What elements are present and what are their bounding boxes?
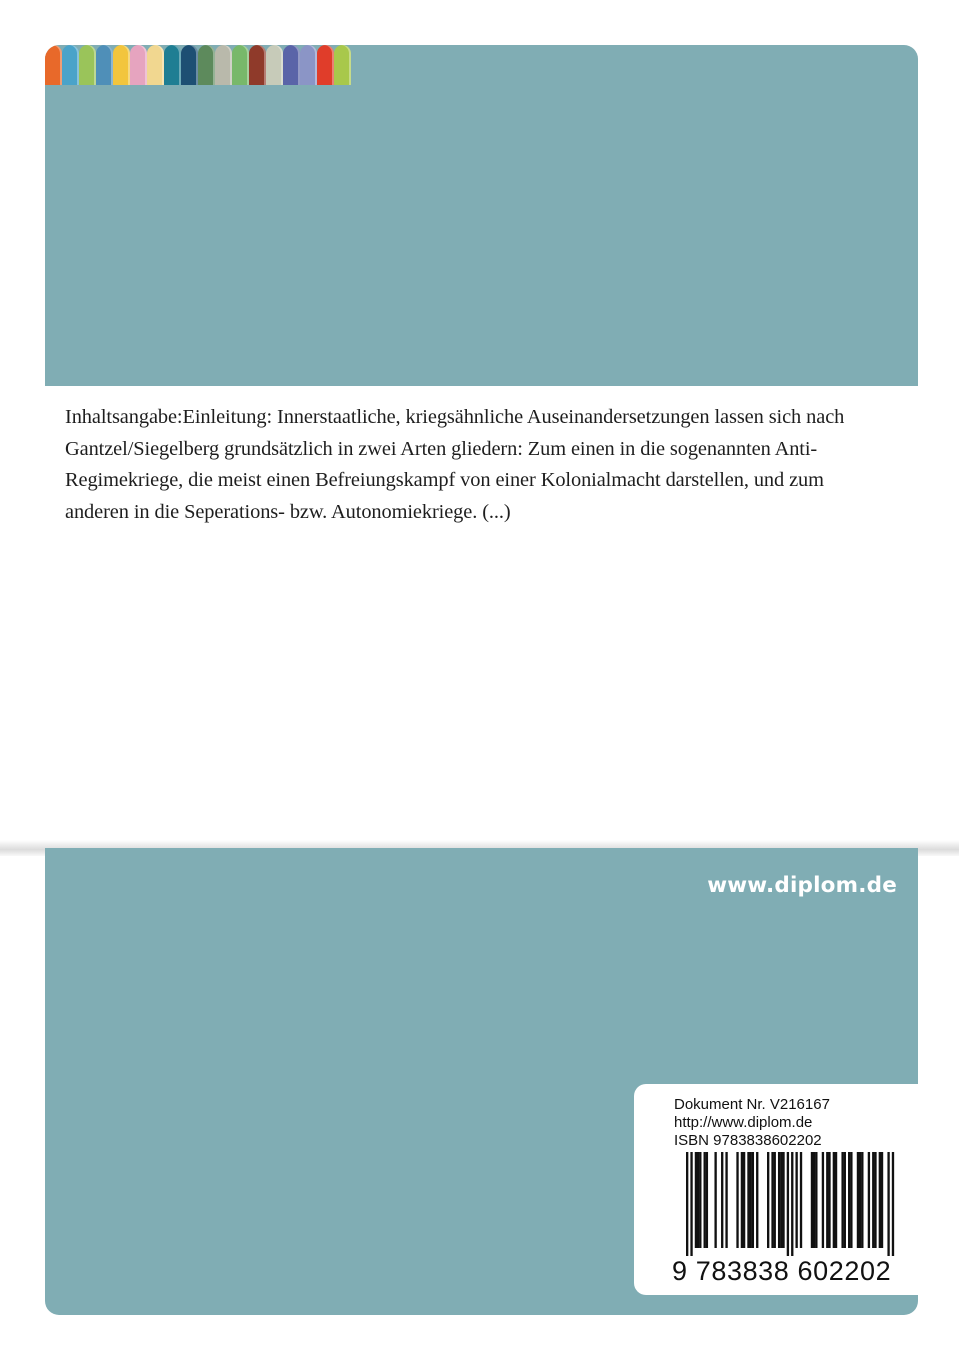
barcode-bar (826, 1152, 828, 1248)
summary-text: Inhaltsangabe:Einleitung: Innerstaatliche, kriegsähnliche Auseinandersetzungen lassen sich nach Gantzel/Siegelberg grundsätzlich in zwei Arten gliedern: Zum einen in die sogenannten Anti-Regimekriege, die meist einen Befreiungskampf von einer Kolonialmacht darstellen, und zum anderen in die Seperations- bzw. Autonomiekriege. (...) (65, 406, 845, 523)
barcode-bar (752, 1152, 754, 1248)
summary-section (65, 402, 875, 528)
barcode-bar (756, 1152, 758, 1248)
barcode-bar (690, 1152, 692, 1256)
barcode-bar (892, 1152, 894, 1256)
barcode-bar (795, 1152, 797, 1248)
color-tab (266, 45, 283, 85)
barcode-bar (828, 1152, 830, 1248)
barcode-bar (887, 1152, 889, 1256)
color-tab (283, 45, 300, 85)
barcode-bar (771, 1152, 773, 1248)
publisher-url[interactable]: http://www.diplom.de (674, 1114, 813, 1131)
barcode-bar (686, 1152, 688, 1256)
barcode-bar (767, 1152, 769, 1248)
barcode-bar (874, 1152, 876, 1248)
barcode-bar (747, 1152, 749, 1248)
barcode-bar (850, 1152, 852, 1248)
publisher-website[interactable]: www.diplom.de (707, 873, 897, 898)
barcode-bar (725, 1152, 727, 1248)
barcode-bar (879, 1152, 881, 1248)
barcode-bar (778, 1152, 780, 1248)
barcode-bar (861, 1152, 863, 1248)
barcode-bar (721, 1152, 723, 1248)
color-tab (181, 45, 198, 85)
barcode-bar (881, 1152, 883, 1248)
document-number: Dokument Nr. V216167 (674, 1096, 830, 1113)
color-tab (215, 45, 232, 85)
barcode-bar (857, 1152, 859, 1248)
color-tab (334, 45, 351, 85)
color-tab (198, 45, 215, 85)
barcode-bar (841, 1152, 843, 1248)
barcode-label (634, 1084, 918, 1295)
barcode-bar (848, 1152, 850, 1248)
barcode-graphic (672, 1152, 898, 1256)
barcode-bar (868, 1152, 870, 1248)
color-tab (96, 45, 113, 85)
color-tab (164, 45, 181, 85)
barcode-bar (872, 1152, 874, 1248)
barcode-bar (844, 1152, 846, 1248)
color-tab (113, 45, 130, 85)
color-tab (147, 45, 164, 85)
color-tab (232, 45, 249, 85)
color-tab (62, 45, 79, 85)
barcode-bar (782, 1152, 784, 1248)
barcode-bar (815, 1152, 817, 1248)
barcode-bar (704, 1152, 706, 1248)
color-tab (45, 45, 62, 85)
barcode-bar (835, 1152, 837, 1248)
barcode-bar (749, 1152, 751, 1248)
barcode-bar (787, 1152, 789, 1256)
barcode-bar (800, 1152, 802, 1248)
color-tab (79, 45, 96, 85)
barcode-bar (791, 1152, 793, 1256)
barcode-bar (699, 1152, 701, 1248)
top-cover-panel (45, 45, 918, 386)
barcode-bar (780, 1152, 782, 1248)
barcode-bar (695, 1152, 697, 1248)
color-tabs-strip (45, 45, 351, 85)
barcode-bar (811, 1152, 813, 1248)
barcode-bar (736, 1152, 738, 1248)
barcode-digits: 9 783838 602202 (672, 1256, 892, 1286)
barcode-bar (822, 1152, 824, 1248)
barcode-bar (833, 1152, 835, 1248)
barcode-bar (813, 1152, 815, 1248)
barcode-bar (743, 1152, 745, 1248)
barcode-bar (774, 1152, 776, 1248)
color-tab (249, 45, 266, 85)
barcode-bar (859, 1152, 861, 1248)
color-tab (300, 45, 317, 85)
barcode-meta (674, 1096, 830, 1150)
isbn-text: ISBN 9783838602202 (674, 1132, 822, 1149)
color-tab (317, 45, 334, 85)
barcode-bar (706, 1152, 708, 1248)
barcode-bar (697, 1152, 699, 1248)
barcode-bar (741, 1152, 743, 1248)
color-tab (130, 45, 147, 85)
barcode-bar (714, 1152, 716, 1248)
